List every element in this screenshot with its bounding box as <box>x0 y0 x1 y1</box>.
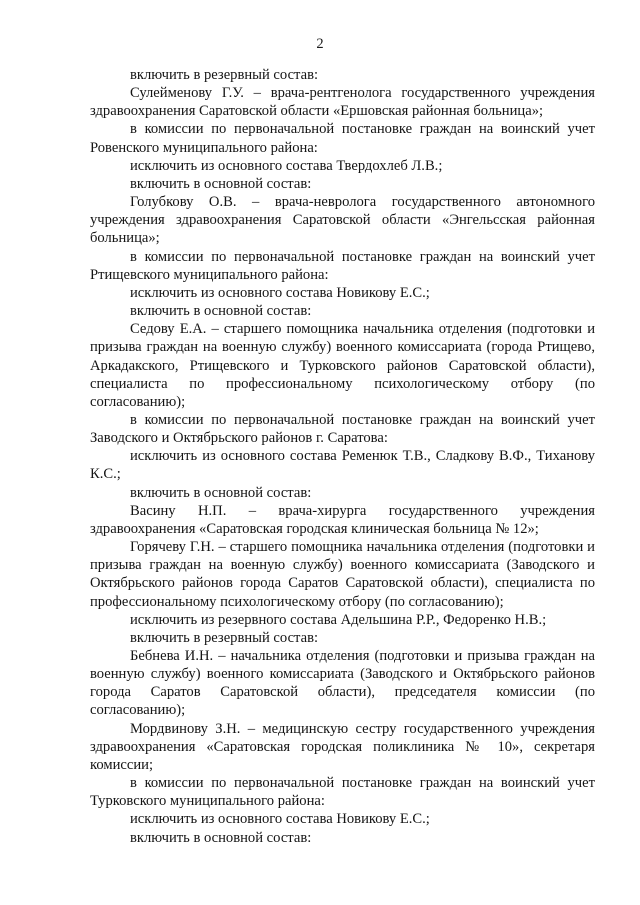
page-number: 2 <box>316 36 324 52</box>
document-body <box>90 66 595 847</box>
paragraph: включить в резервный состав: <box>130 67 319 83</box>
paragraph: в комиссии по первоначальной постановке граждан на воинский учет Ровенского муниципального района: <box>90 121 595 156</box>
paragraph: в комиссии по первоначальной постановке граждан на воинский учет Турковского муниципального района: <box>90 775 595 810</box>
paragraph: исключить из основного состава Новикову Е.С.; <box>130 811 430 828</box>
paragraph: в комиссии по первоначальной постановке граждан на воинский учет Ртищевского муниципального района: <box>90 248 595 283</box>
paragraph: Горячеву Г.Н. – старшего помощника начальника отделения (подготовки и призыва граждан на военную службу) военного комиссариата (Заводского и Октябрьского районов города Саратов Саратовской области), специалиста по профессиональному психологическому отбору (по согласованию); <box>90 539 595 610</box>
paragraph: Седову Е.А. – старшего помощника начальника отделения (подготовки и призыва граждан на военную службу) военного комиссариата (города Ртищево, Аркадакского, Ртищевского и Турковского районов Саратовской области), специалиста по профессиональному психологическому отбору (по согласованию); <box>90 321 595 410</box>
paragraph: исключить из основного состава Новикову Е.С.; <box>130 284 430 301</box>
paragraph: Васину Н.П. – врача-хирурга государственного учреждения здравоохранения «Саратовская городская клиническая больница № 12»; <box>90 502 595 537</box>
paragraph: Голубкову О.В. – врача-невролога государственного автономного учреждения здравоохранения Саратовской области «Энгельсская районная больница»; <box>90 194 595 247</box>
paragraph: включить в основной состав: <box>130 303 312 320</box>
paragraph: включить в резервный состав: <box>130 629 319 646</box>
paragraph: исключить из резервного состава Адельшина Р.Р., Федоренко Н.В.; <box>130 611 547 628</box>
paragraph: включить в основной состав: <box>130 829 312 846</box>
paragraph: исключить из основного состава Ременюк Т.В., Сладкову В.Ф., Тиханову К.С.; <box>90 448 595 483</box>
paragraph: включить в основной состав: <box>130 484 312 501</box>
paragraph: в комиссии по первоначальной постановке граждан на воинский учет Заводского и Октябрьского районов г. Саратова: <box>90 411 595 447</box>
paragraph: Мордвинову З.Н. – медицинскую сестру государственного учреждения здравоохранения «Саратовская городская поликлиника № 10», секретаря комиссии; <box>90 720 595 773</box>
paragraph: включить в основной состав: <box>130 175 312 192</box>
paragraph: исключить из основного состава Твердохлеб Л.В.; <box>130 157 443 174</box>
paragraph: Сулейменову Г.У. – врача-рентгенолога государственного учреждения здравоохранения Саратовской области «Ершовская районная больница»; <box>90 85 595 120</box>
paragraph: Бебнева И.Н. – начальника отделения (подготовки и призыва граждан на военную службу) военного комиссариата (Заводского и Октябрьского районов города Саратов Саратовской области), председателя комиссии (по согласованию); <box>90 648 595 719</box>
